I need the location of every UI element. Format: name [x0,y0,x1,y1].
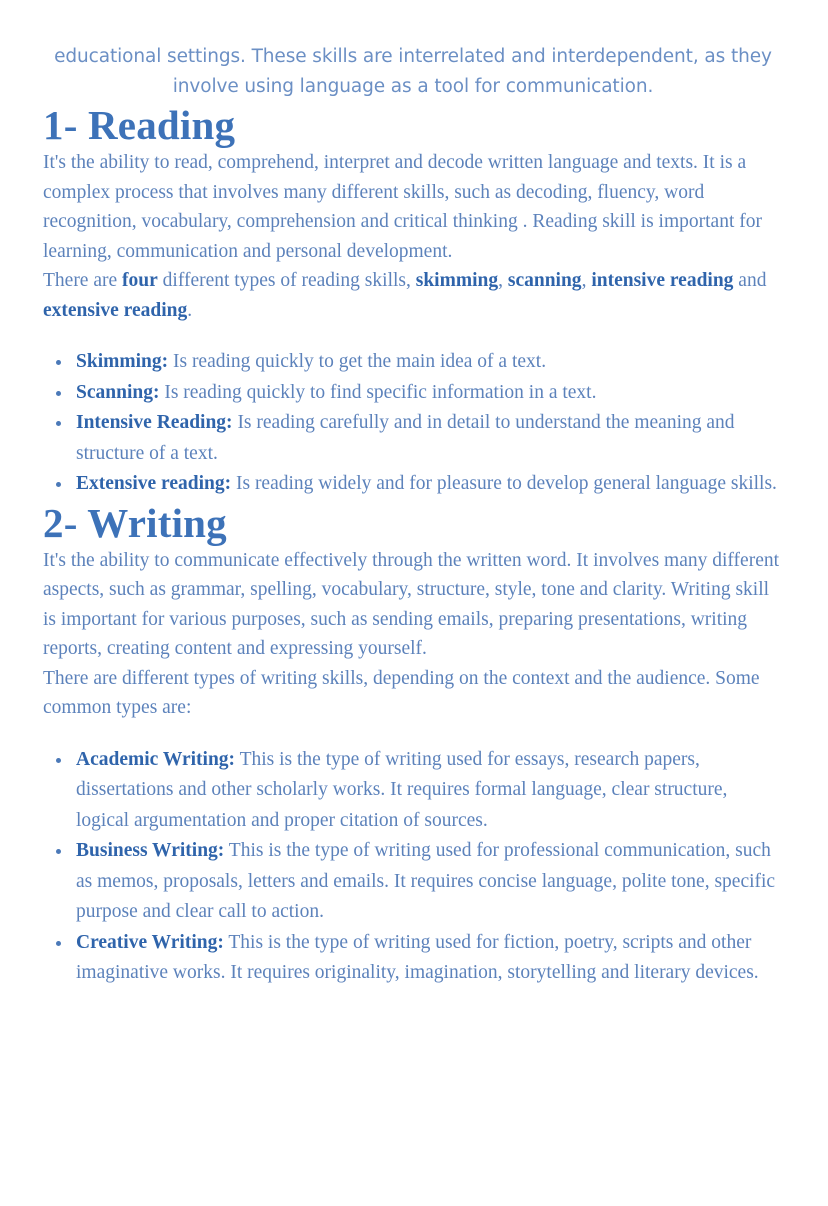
list-item [43,378,785,409]
list-item-text: Is reading widely and for pleasure to develop general language skills. [231,473,777,494]
reading-paragraph-1: It's the ability to read, comprehend, interpret and decode written language and texts. It is a complex process that involves many different skills, such as decoding, fluency, word recognition, vocabulary, comprehension and critical thinking . Reading skill is important for learning, communication and personal development. [43,152,762,262]
bold-scanning: scanning [507,270,582,291]
writing-paragraph-2: There are different types of writing skills, depending on the context and the audience. Some common types are: [43,667,760,718]
reading-paragraph-2 [43,266,785,325]
list-item-text: Is reading carefully and in detail to understand the meaning and structure of a text. [76,412,735,464]
list-item-term: Academic Writing: [76,748,236,770]
list-item-term: Scanning: [76,381,160,403]
list-item-term: Skimming: [76,351,169,372]
writing-paragraph-1: It's the ability to communicate effectively through the written word. It involves many different aspects, such as grammar, spelling, vocabulary, structure, style, tone and clarity. Writing skill is important for various purposes, such as sending emails, preparing presentations, writing reports, creating content and expressing yourself. [43,549,780,659]
list-item-term: Creative Writing: [76,931,224,953]
list-item-term: Extensive reading: [76,473,232,494]
list-item-term: Business Writing: [76,840,225,861]
list-item-text: This is the type of writing used for fiction, poetry, scripts and other imaginative works. It requires originality, imagination, storytelling and literary devices. [76,931,759,983]
bold-extensive-reading: extensive reading [43,299,188,321]
list-item-text: This is the type of writing used for professional communication, such as memos, proposals, letters and emails. It requires concise language, polite tone, specific purpose and clear call to action. [76,840,776,922]
bold-intensive-reading: intensive reading [591,270,734,291]
list-item [43,408,785,469]
reading-skills-list [43,347,785,500]
list-item [43,928,785,989]
list-item-text: Is reading quickly to get the main idea of a text. [168,351,547,372]
text-fragment: , [498,270,508,291]
section-heading-writing: 2- Writing [43,499,227,546]
list-item-text: This is the type of writing used for essays, research papers, dissertations and other scholarly works. It requires formal language, clear structure, logical argumentation and proper citation of sources. [76,748,728,831]
writing-types-list [43,745,785,989]
text-fragment: different types of reading skills, [157,270,416,291]
list-item [43,745,785,837]
list-item [43,347,785,378]
list-item-text: Is reading quickly to find specific information in a text. [159,381,597,403]
text-fragment: There are [43,270,123,291]
list-item [43,469,785,500]
intro-paragraph: educational settings. These skills are interrelated and interdependent, as they involve using language as a tool for communication. [54,46,772,97]
list-item-term: Intensive Reading: [76,412,233,433]
text-fragment: and [733,270,767,291]
text-fragment: , [581,270,592,291]
bold-four: four [122,270,158,291]
text-fragment: . [187,299,193,321]
list-item [43,836,785,928]
section-heading-reading: 1- Reading [43,102,236,148]
bold-skimming: skimming [415,270,499,291]
